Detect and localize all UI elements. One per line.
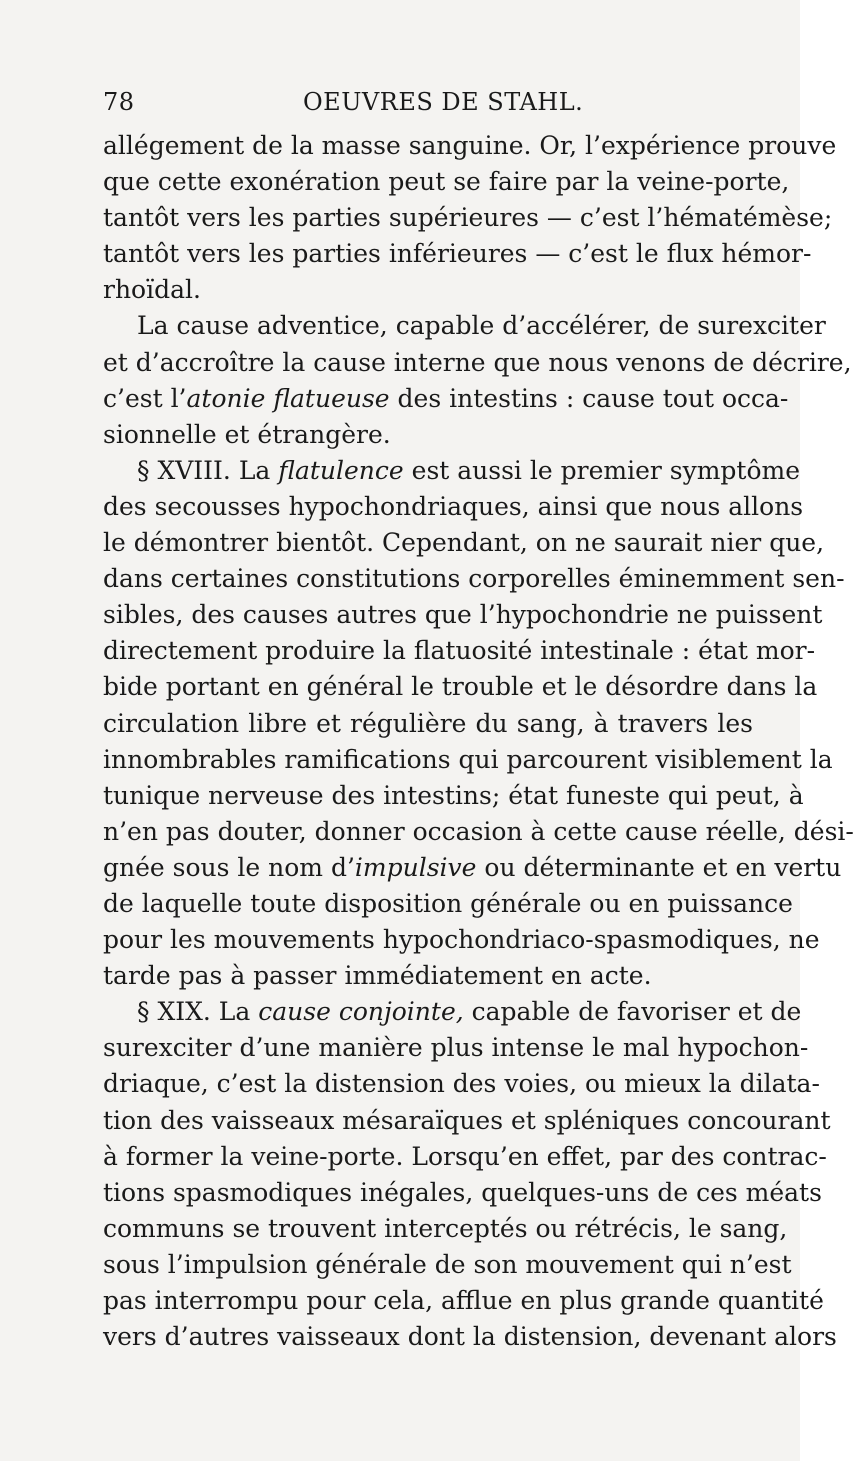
line-text: dans certaines constitutions corporelles éminemment sen- [103, 564, 845, 594]
line-text: tantôt vers les parties supérieures — c’est l’hématémèse; [103, 203, 833, 233]
text-line [103, 886, 793, 922]
page-header [103, 88, 743, 128]
text-line [103, 308, 826, 344]
line-text-pre: § XIX. La [137, 997, 259, 1027]
line-text-post: est aussi le premier symptôme [403, 455, 801, 485]
line-text: innombrables ramifications qui parcourent visiblement la [103, 744, 833, 774]
line-text-post: capable de favoriser et de [463, 997, 802, 1027]
text-line [103, 706, 753, 742]
text-line [103, 164, 790, 200]
text-line [103, 1247, 792, 1283]
text-line [103, 561, 845, 597]
text-line [103, 814, 854, 850]
line-text: rhoïdal. [103, 275, 201, 305]
line-text: sous l’impulsion générale de son mouvement qui n’est [103, 1249, 792, 1279]
text-line [103, 1103, 831, 1139]
text-line [103, 1175, 822, 1211]
line-text: vers d’autres vaisseaux dont la distension, devenant alors [103, 1322, 837, 1352]
running-title: OEUVRES DE STAHL. [303, 88, 584, 116]
italic-term: impulsive [354, 852, 477, 882]
text-line [103, 633, 816, 669]
text-line [103, 1283, 824, 1319]
line-text: le démontrer bientôt. Cependant, on ne saurait nier que, [103, 528, 825, 558]
body-text [103, 128, 854, 1355]
text-line [103, 1211, 788, 1247]
text-line [103, 958, 753, 994]
line-text-pre: § XVIII. La [137, 455, 279, 485]
line-text: pour les mouvements hypochondriaco-spasmodiques, ne [103, 925, 820, 955]
line-text: driaque, c’est la distension des voies, ou mieux la dilata- [103, 1069, 820, 1099]
text-line [103, 200, 833, 236]
text-line [103, 742, 833, 778]
line-text: tantôt vers les parties inférieures — c’est le flux hémor- [103, 239, 812, 269]
text-line [103, 489, 804, 525]
text-line [103, 850, 842, 886]
line-text-post: ou déterminante et en vertu [476, 852, 842, 882]
line-text: de laquelle toute disposition générale ou en puissance [103, 888, 793, 918]
text-line [103, 597, 823, 633]
text-line [103, 453, 801, 489]
line-text: circulation libre et régulière du sang, à travers les [103, 708, 753, 738]
line-text-pre: gnée sous le nom d’ [103, 852, 355, 882]
italic-term: flatulence [278, 455, 404, 485]
line-text: La cause adventice, capable d’accélérer, de surexciter [137, 311, 826, 341]
line-text: tarde pas à passer immédiatement en acte. [103, 961, 652, 991]
text-line [103, 345, 852, 381]
text-line [103, 1139, 827, 1175]
line-text: et d’accroître la cause interne que nous venons de décrire, [103, 347, 852, 377]
line-text: sionnelle et étrangère. [103, 419, 391, 449]
line-text-post: des intestins : cause tout occa- [389, 383, 789, 413]
text-line [103, 525, 825, 561]
line-text: tunique nerveuse des intestins; état funeste qui peut, à [103, 780, 804, 810]
text-line [103, 994, 802, 1030]
line-text: allégement de la masse sanguine. Or, l’expérience prouve [103, 131, 837, 160]
line-text: bide portant en général le trouble et le désordre dans la [103, 672, 818, 702]
text-line [103, 669, 818, 705]
text-line [103, 128, 837, 164]
text-line [103, 236, 812, 272]
text-line [103, 417, 753, 453]
italic-term: atonie flatueuse [186, 383, 390, 413]
text-line [103, 1030, 809, 1066]
line-text: tion des vaisseaux mésaraïques et spléniques concourant [103, 1105, 831, 1135]
text-line [103, 778, 804, 814]
line-text: pas interrompu pour cela, afflue en plus grande quantité [103, 1286, 824, 1315]
line-text: que cette exonération peut se faire par la veine-porte, [103, 167, 790, 197]
text-line [103, 381, 789, 417]
line-text: surexciter d’une manière plus intense le mal hypochon- [103, 1033, 809, 1063]
line-text: sibles, des causes autres que l’hypochondrie ne puissent [103, 600, 823, 630]
line-text: communs se trouvent interceptés ou rétrécis, le sang, [103, 1213, 788, 1243]
text-line [103, 922, 820, 958]
line-text: des secousses hypochondriaques, ainsi que nous allons [103, 491, 804, 521]
line-text: à former la veine-porte. Lorsqu’en effet, par des contrac- [103, 1141, 827, 1171]
line-text: n’en pas douter, donner occasion à cette cause réelle, dési- [103, 816, 854, 846]
text-line [103, 272, 753, 308]
line-text-pre: c’est l’ [103, 383, 187, 413]
page-number: 78 [103, 88, 135, 116]
text-line [103, 1066, 820, 1102]
italic-term: cause conjointe, [258, 997, 464, 1027]
text-line [103, 1319, 837, 1355]
line-text: tions spasmodiques inégales, quelques-uns de ces méats [103, 1177, 822, 1207]
line-text: directement produire la flatuosité intestinale : état mor- [103, 636, 816, 666]
